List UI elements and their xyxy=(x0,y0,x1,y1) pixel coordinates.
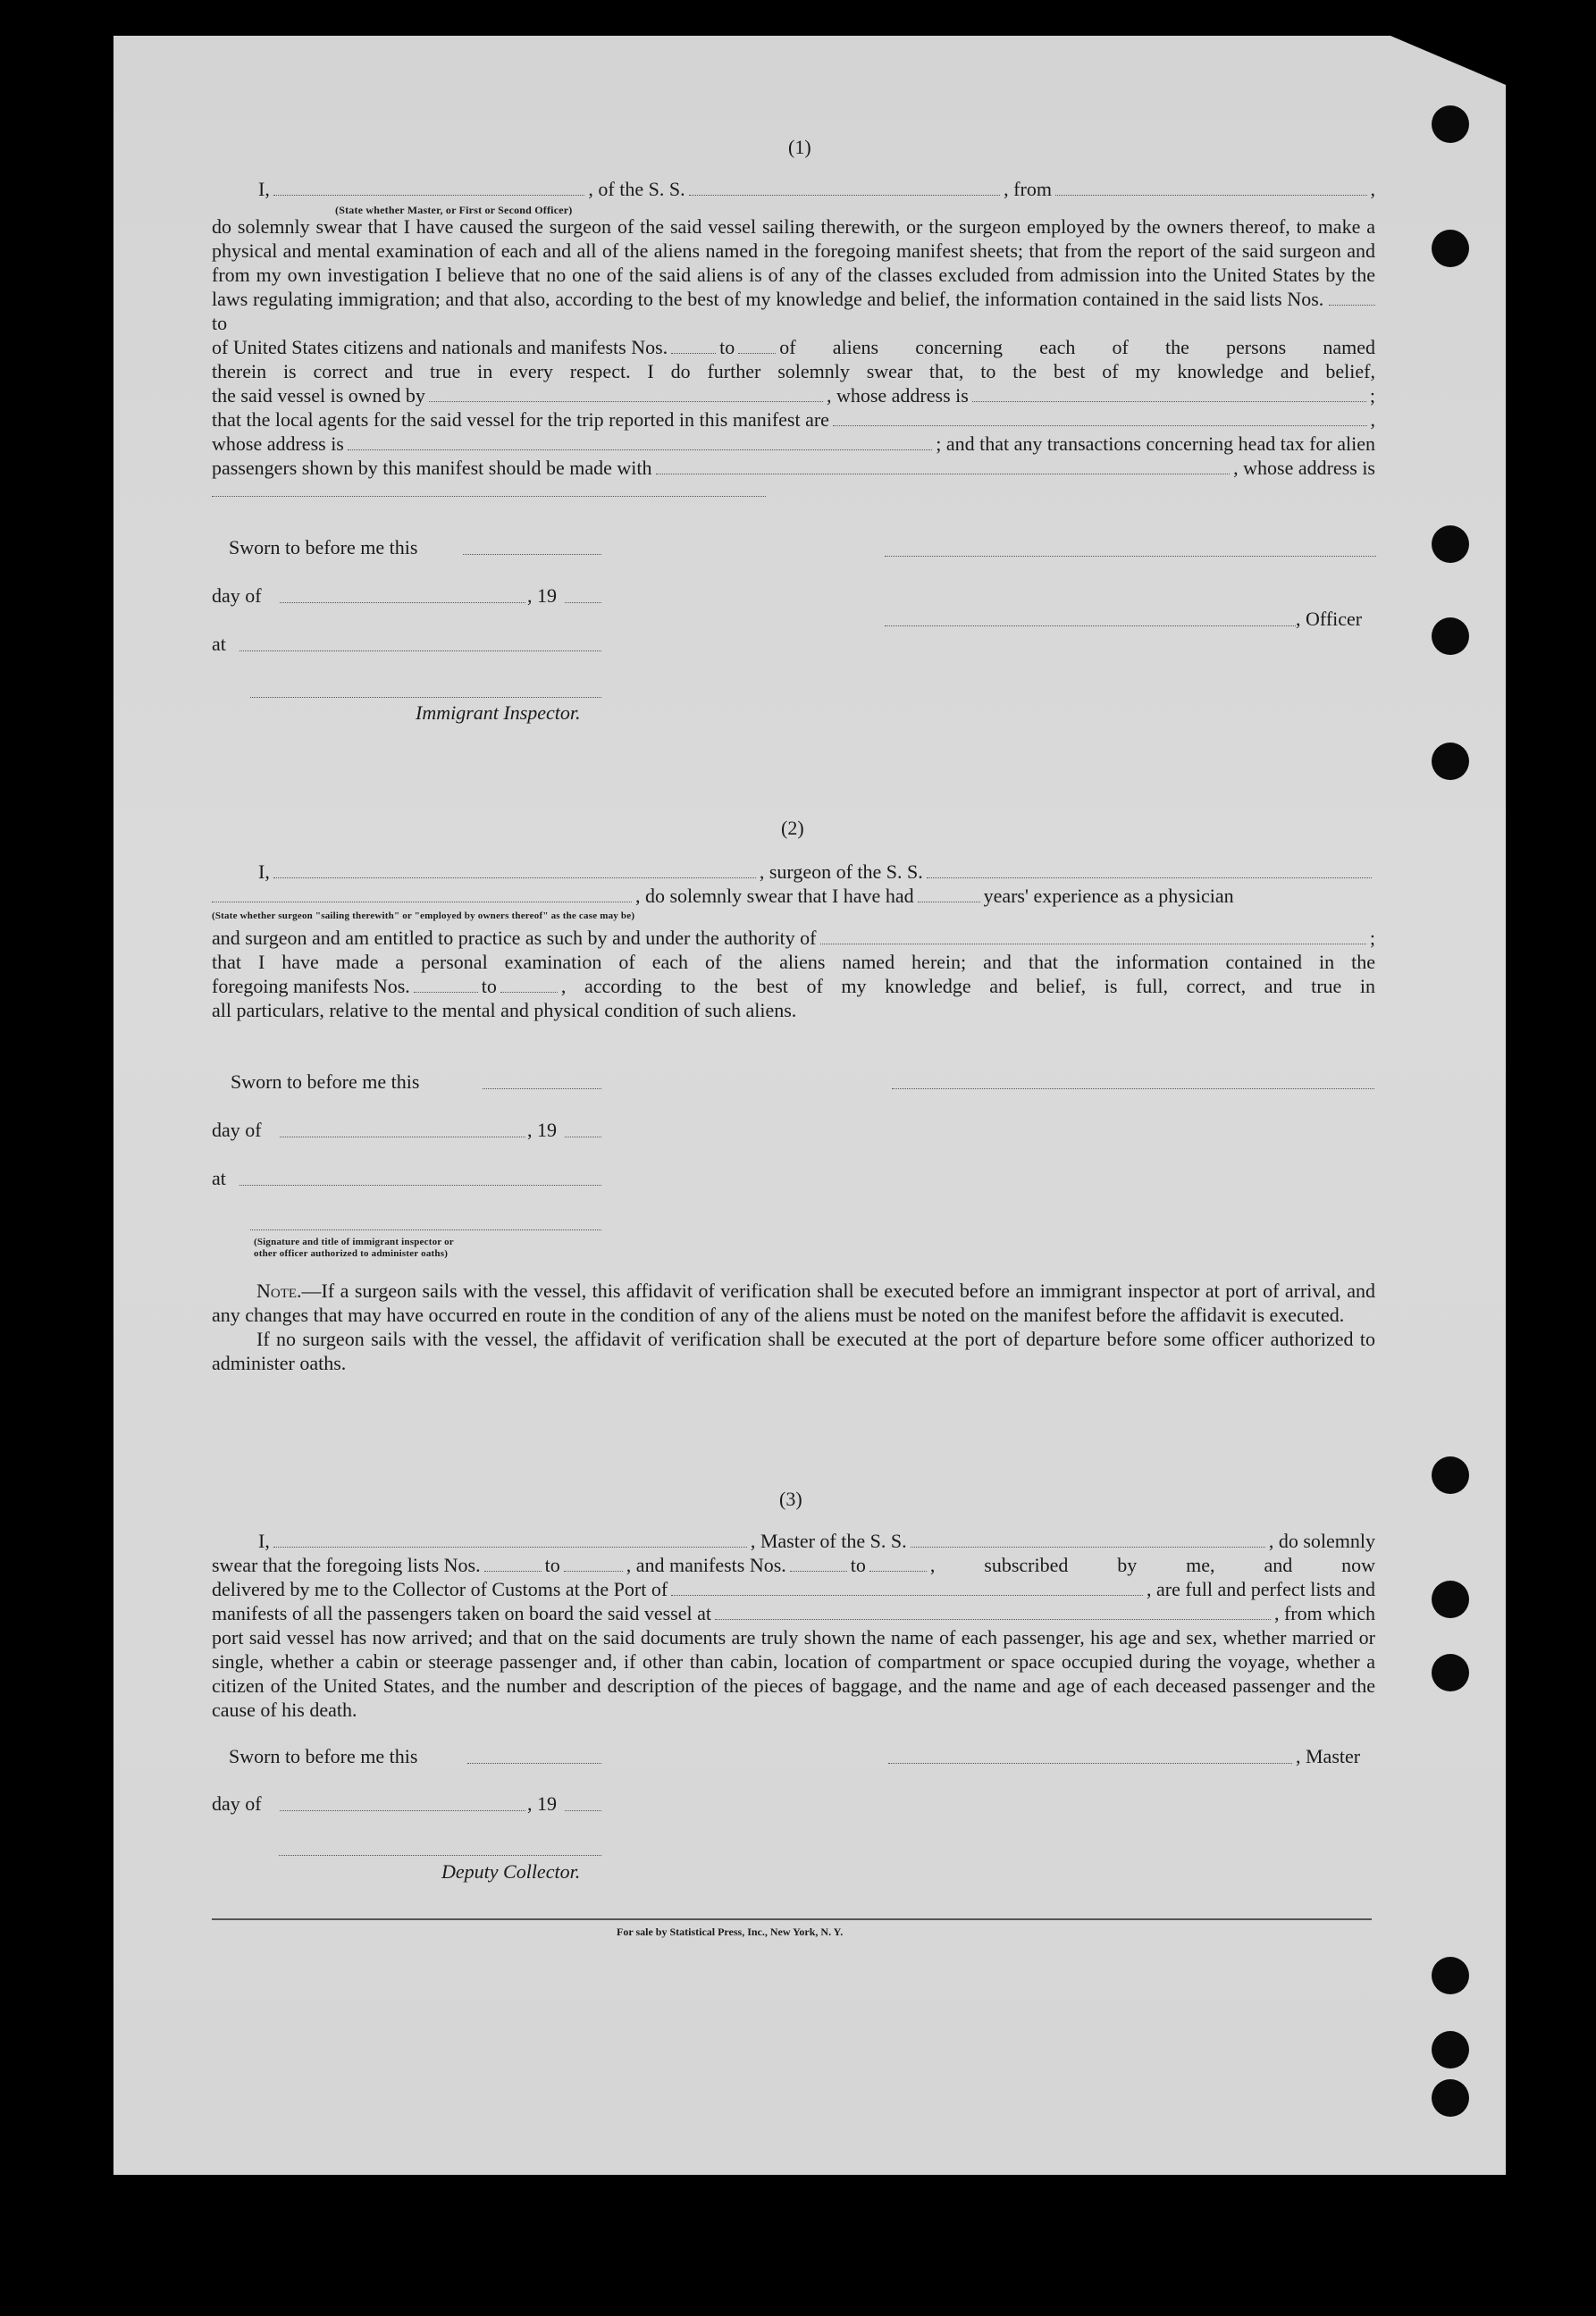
section-1-caption: (State whether Master, or First or Second Officer) xyxy=(335,204,573,216)
binder-hole xyxy=(1432,525,1469,563)
section-2-number: (2) xyxy=(781,817,804,839)
section-1-signature-line xyxy=(885,556,1376,557)
master-label: , Master xyxy=(1296,1745,1361,1767)
section-3-number: (3) xyxy=(779,1488,802,1510)
section-1-day-of: day of xyxy=(212,584,262,607)
section-1-line-1: I, , of the S. S. , from , xyxy=(258,178,1376,200)
section-1-affidavit: I, , of the S. S. , from , (State whether Master, or First or Second Officer) do solemnly swear that I have caused the surgeon of the said vessel sailing therewith, or the surgeon employed by the owners thereof, to make a physical and mental examination of each and all of the aliens named in the foregoing manifest sheets; that from the report of the said surgeon and from my own investigation I believe that no one of the said aliens is of any of the classes excluded from admission into the United States by the laws regulating immigration; and that also, according to the best of my knowledge and belief, the information contained in the said lists Nos. to of United States citizens and nationals and manifests Nos. to of aliens concerning each of the persons named therein is correct and true in every respect. I do further solemnly swear that, to the best of my knowledge and belief, the said vessel is owned by , whose address is ; that the local agents for the said vessel for the trip reported in this manifest are , whose address is ; and that any transactions concerning head tax for alien passengers shown by this manifest should be made with , whose address is xyxy=(212,177,1375,497)
binder-hole xyxy=(1432,1957,1469,1994)
deputy-collector-label: Deputy Collector. xyxy=(441,1860,581,1883)
binder-hole xyxy=(1432,617,1469,655)
section-2-day-of: day of xyxy=(212,1119,262,1141)
binder-hole xyxy=(1432,2031,1469,2068)
torn-corner xyxy=(1390,36,1506,85)
section-2-affidavit: I, , surgeon of the S. S. , do solemnly swear that I have had years' experience as a physician (State whether surgeon "sailing therewith" or "employed by owners thereof" as the case may be) and surgeon and am entitled to practice as such by and under the authority of ; that I have made a personal examination of each of the aliens named herein; and that the information contained in the foregoing manifests Nos. to , according to the best of my knowledge and belief, is full, correct, and true in all particulars, relative to the mental and physical condition of such aliens. xyxy=(212,860,1375,1021)
section-2-caption: (State whether surgeon "sailing therewith" or "employed by owners thereof" as the case may be) xyxy=(212,910,635,921)
section-2-sworn: Sworn to before me this xyxy=(231,1070,420,1093)
section-2-note: Note.—If a surgeon sails with the vessel, this affidavit of verification shall be executed before an immigrant inspector at port of arrival, and any changes that may have occurred en route in the condition of any of the aliens must be noted on the manifest before the affidavit is executed. If no surgeon sails with the vessel, the affidavit of verification shall be executed at the port of departure before some officer authorized to administer oaths. xyxy=(212,1280,1375,1374)
section-2-sig-caption: (Signature and title of immigrant inspector or other officer authorized to administer oaths) xyxy=(254,1237,454,1259)
officer-label: , Officer xyxy=(1296,608,1363,630)
binder-hole xyxy=(1432,105,1469,143)
binder-hole xyxy=(1432,1456,1469,1494)
section-1-at: at xyxy=(212,633,226,655)
binder-hole xyxy=(1432,1581,1469,1618)
section-1-paragraph: do solemnly swear that I have caused the surgeon of the said vessel sailing therewith, or the surgeon employed by the owners thereof, to make a physical and mental examination of each and all of the aliens named in the foregoing manifest sheets; that from the report of the said surgeon and from my own investigation I believe that no one of the said aliens is of any of the classes excluded from admission into the United States by the laws regulating immigration; and that also, according to the best of my knowledge and belief, the information contained in the said lists Nos. to xyxy=(212,215,1375,334)
immigrant-inspector-label: Immigrant Inspector. xyxy=(416,701,581,724)
section-1-number: (1) xyxy=(788,136,811,158)
section-3-signature-line xyxy=(888,1763,1292,1764)
section-3-affidavit: I, , Master of the S. S. , do solemnly swear that the foregoing lists Nos. to , and manifests Nos. to , subscribed by me, and now delivered by me to the Collector of Customs at the Port of , are full and perfect lists and manifests of all the passengers taken on board the said vessel at , from which port said vessel has now arrived; and that on the said documents are truly shown the name of each passenger, his age and sex, whether married or single, whether a cabin or steerage passenger and, if other than cabin, location of compartment or space occupied during the voyage, whether a citizen of the United States, and the number and description of the pieces of baggage, and the name and age of each deceased passenger and the cause of his death. xyxy=(212,1530,1375,1721)
binder-hole xyxy=(1432,743,1469,780)
section-2-signature-line xyxy=(892,1088,1374,1089)
binder-hole xyxy=(1432,2079,1469,2117)
section-3-sworn: Sworn to before me this xyxy=(229,1745,418,1767)
binder-hole xyxy=(1432,1654,1469,1691)
section-1-sworn: Sworn to before me this xyxy=(229,536,418,558)
footer-printer: For sale by Statistical Press, Inc., New York, N. Y. xyxy=(617,1926,844,1938)
footer-rule xyxy=(212,1918,1372,1920)
section-3-day-of: day of xyxy=(212,1792,262,1815)
section-2-at: at xyxy=(212,1167,226,1189)
binder-hole xyxy=(1432,230,1469,267)
